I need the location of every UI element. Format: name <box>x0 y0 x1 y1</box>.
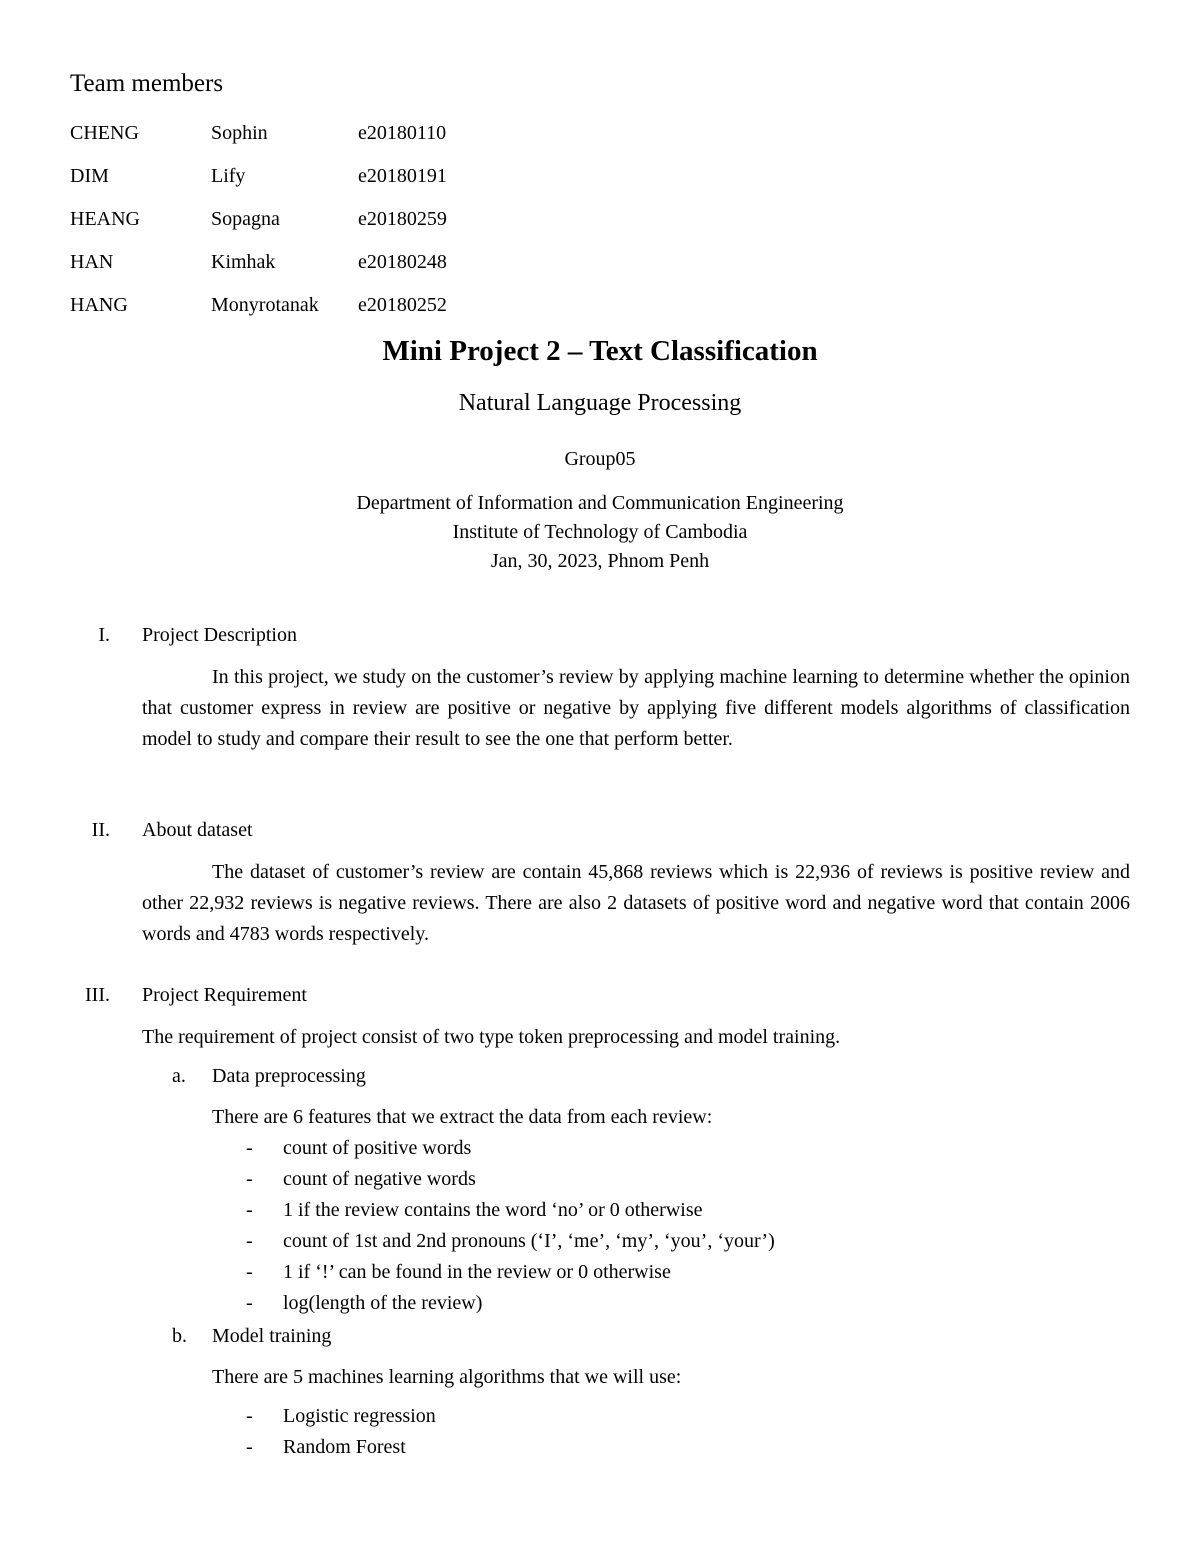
list-item-text: Logistic regression <box>283 1405 436 1427</box>
bullet-dash: - <box>246 1292 253 1314</box>
date-place: Jan, 30, 2023, Phnom Penh <box>490 550 710 572</box>
subsection-title: Data preprocessing <box>212 1065 366 1087</box>
member-id: e20180110 <box>358 122 447 144</box>
member-first-name: Kimhak <box>211 251 276 273</box>
member-id: e20180248 <box>358 251 447 273</box>
bullet-dash: - <box>246 1137 253 1159</box>
section-paragraph: The dataset of customer’s review are contain 45,868 reviews which is 22,936 of reviews is positive review and other 22,932 reviews is negative reviews. There are also 2 datasets of positive word and negative word that contain 2006 words and 4783 words respectively. <box>142 861 1130 945</box>
team-member-row <box>70 294 570 322</box>
section-paragraph: The requirement of project consist of two type token preprocessing and model training. <box>142 1026 841 1048</box>
section-title: About dataset <box>142 819 253 841</box>
list-item-text: 1 if the review contains the word ‘no’ or 0 otherwise <box>283 1199 703 1221</box>
member-last-name: HANG <box>70 294 128 316</box>
member-last-name: HEANG <box>70 208 140 230</box>
team-member-row <box>70 165 570 193</box>
document-subtitle: Natural Language Processing <box>458 390 742 416</box>
team-member-row <box>70 251 570 279</box>
section-number: III. <box>85 984 110 1006</box>
member-id: e20180259 <box>358 208 447 230</box>
bullet-dash: - <box>246 1199 253 1221</box>
member-first-name: Monyrotanak <box>211 294 319 316</box>
list-item-text: count of negative words <box>283 1168 476 1190</box>
subsection-letter: b. <box>172 1325 187 1347</box>
list-item-text: count of 1st and 2nd pronouns (‘I’, ‘me’, ‘my’, ‘you’, ‘your’) <box>283 1230 775 1252</box>
member-last-name: CHENG <box>70 122 139 144</box>
section-number: II. <box>91 819 110 841</box>
section-title: Project Description <box>142 624 297 646</box>
subsection-text: There are 5 machines learning algorithms that we will use: <box>212 1366 682 1388</box>
bullet-dash: - <box>246 1261 253 1283</box>
subsection-title: Model training <box>212 1325 332 1347</box>
member-first-name: Sophin <box>211 122 268 144</box>
member-last-name: DIM <box>70 165 109 187</box>
section-title: Project Requirement <box>142 984 307 1006</box>
list-item-text: log(length of the review) <box>283 1292 483 1314</box>
member-id: e20180191 <box>358 165 447 187</box>
bullet-dash: - <box>246 1168 253 1190</box>
team-members-heading: Team members <box>70 70 224 97</box>
bullet-dash: - <box>246 1436 253 1458</box>
list-item-text: 1 if ‘!’ can be found in the review or 0 otherwise <box>283 1261 671 1283</box>
bullet-dash: - <box>246 1230 253 1252</box>
document-title: Mini Project 2 – Text Classification <box>382 335 818 367</box>
bullet-dash: - <box>246 1405 253 1427</box>
member-last-name: HAN <box>70 251 114 273</box>
list-item-text: Random Forest <box>283 1436 406 1458</box>
member-first-name: Lify <box>211 165 246 187</box>
team-member-row <box>70 122 570 150</box>
team-member-row <box>70 208 570 236</box>
member-id: e20180252 <box>358 294 447 316</box>
section-paragraph: In this project, we study on the customer’s review by applying machine learning to determine whether the opinion that customer express in review are positive or negative by applying five different models algorithms of classification model to study and compare their result to see the one that perform better. <box>142 666 1130 750</box>
member-first-name: Sopagna <box>211 208 280 230</box>
subsection-letter: a. <box>172 1065 186 1087</box>
department-name: Department of Information and Communication Engineering <box>356 492 844 514</box>
subsection-text: There are 6 features that we extract the data from each review: <box>212 1106 713 1128</box>
list-item-text: count of positive words <box>283 1137 472 1159</box>
group-name: Group05 <box>564 448 636 470</box>
section-number: I. <box>98 624 110 646</box>
institute-name: Institute of Technology of Cambodia <box>452 521 748 543</box>
